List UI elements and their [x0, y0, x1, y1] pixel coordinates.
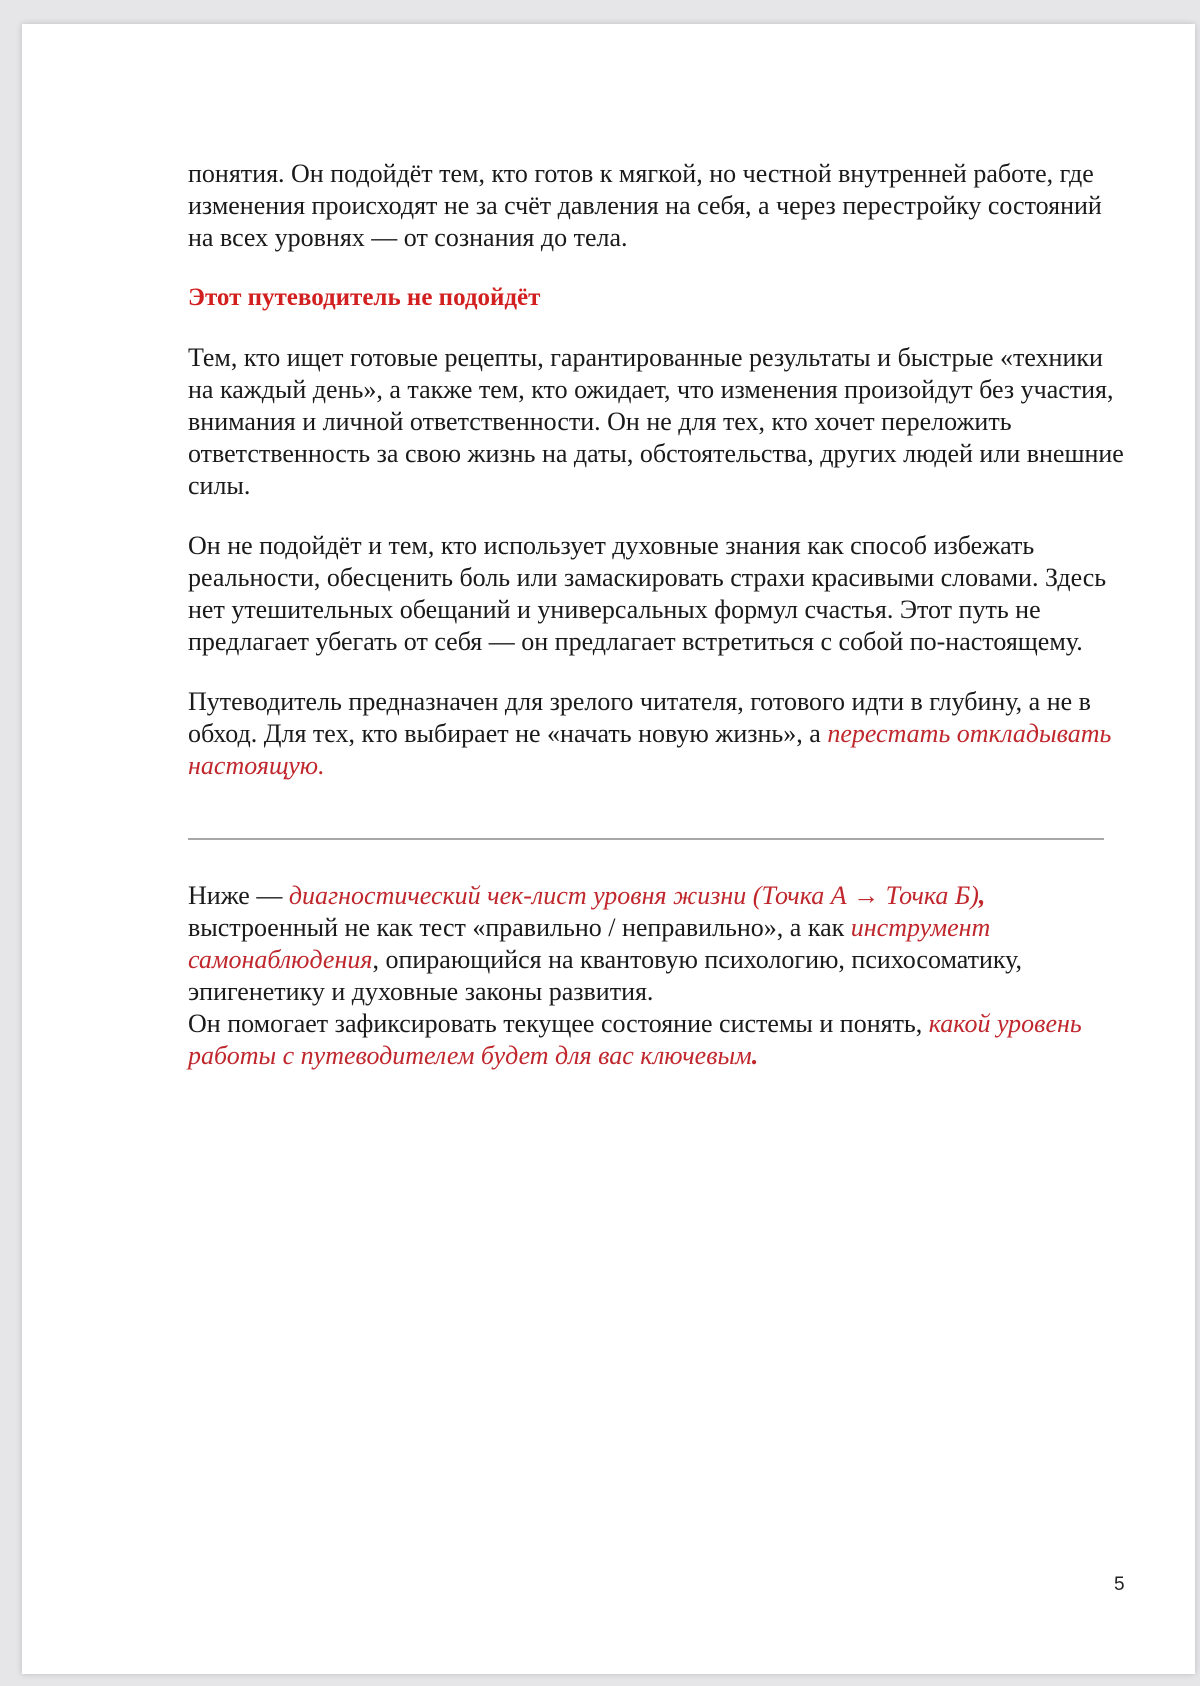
paragraph-spiritual-avoidance: Он не подойдёт и тем, кто использует духовные знания как способ избежать реальности, обесценить боль или замаскировать страхи красивыми словами. Здесь нет утешительных обещаний и универсальных формул счастья. Этот путь не предлагает убегать от себя — он предлагает встретиться с собой по-настоящему.	[188, 531, 1107, 656]
checklist-intro-part-1: Ниже —	[188, 881, 289, 910]
document-page	[22, 24, 1195, 1674]
self-observation-emphasis: инструмент самонаблюдения	[188, 913, 991, 974]
section-divider	[188, 838, 1104, 840]
checklist-emphasis-comma: ,	[978, 881, 986, 910]
paragraph-checklist-intro	[188, 880, 1128, 1008]
checklist-intro-part-3: , опирающийся на квантовую психологию, психосоматику, эпигенетику и духовные законы развития.	[188, 945, 1023, 1006]
paragraph-mature-reader-text: Путеводитель предназначен для зрелого читателя, готового идти в глубину, а не в обход. Для тех, кто выбирает не «начать новую жизнь», а	[188, 687, 1091, 748]
purpose-emphasis-period: .	[751, 1041, 759, 1070]
section-heading: Этот путеводитель не подойдёт	[188, 284, 541, 311]
page-content	[188, 158, 1128, 1072]
paragraph-intro: понятия. Он подойдёт тем, кто готов к мягкой, но честной внутренней работе, где изменения происходят не за счёт давления на себя, а через перестройку состояний на всех уровнях — от сознания до тела.	[188, 159, 1102, 252]
checklist-emphasis: диагностический чек-лист уровня жизни (Точка А → Точка Б)	[288, 881, 979, 910]
purpose-text: Он помогает зафиксировать текущее состояние системы и понять,	[188, 1009, 929, 1038]
page-number: 5	[1114, 1574, 1125, 1595]
checklist-intro-part-2: выстроенный не как тест «правильно / неправильно», а как	[188, 913, 851, 942]
paragraph-mature-reader-emphasis: перестать откладывать настоящую.	[188, 719, 1112, 780]
paragraph-not-suitable: Тем, кто ищет готовые рецепты, гарантированные результаты и быстрые «техники на каждый день», а также тем, кто ожидает, что изменения произойдут без участия, внимания и личной ответственности. Он не для тех, кто хочет переложить ответственность за свою жизнь на даты, обстоятельства, других людей или внешние силы.	[188, 343, 1124, 500]
purpose-emphasis: какой уровень работы с путеводителем будет для вас ключевым	[188, 1009, 1082, 1070]
paragraph-mature-reader	[188, 686, 1128, 782]
paragraph-purpose	[188, 1008, 1128, 1072]
